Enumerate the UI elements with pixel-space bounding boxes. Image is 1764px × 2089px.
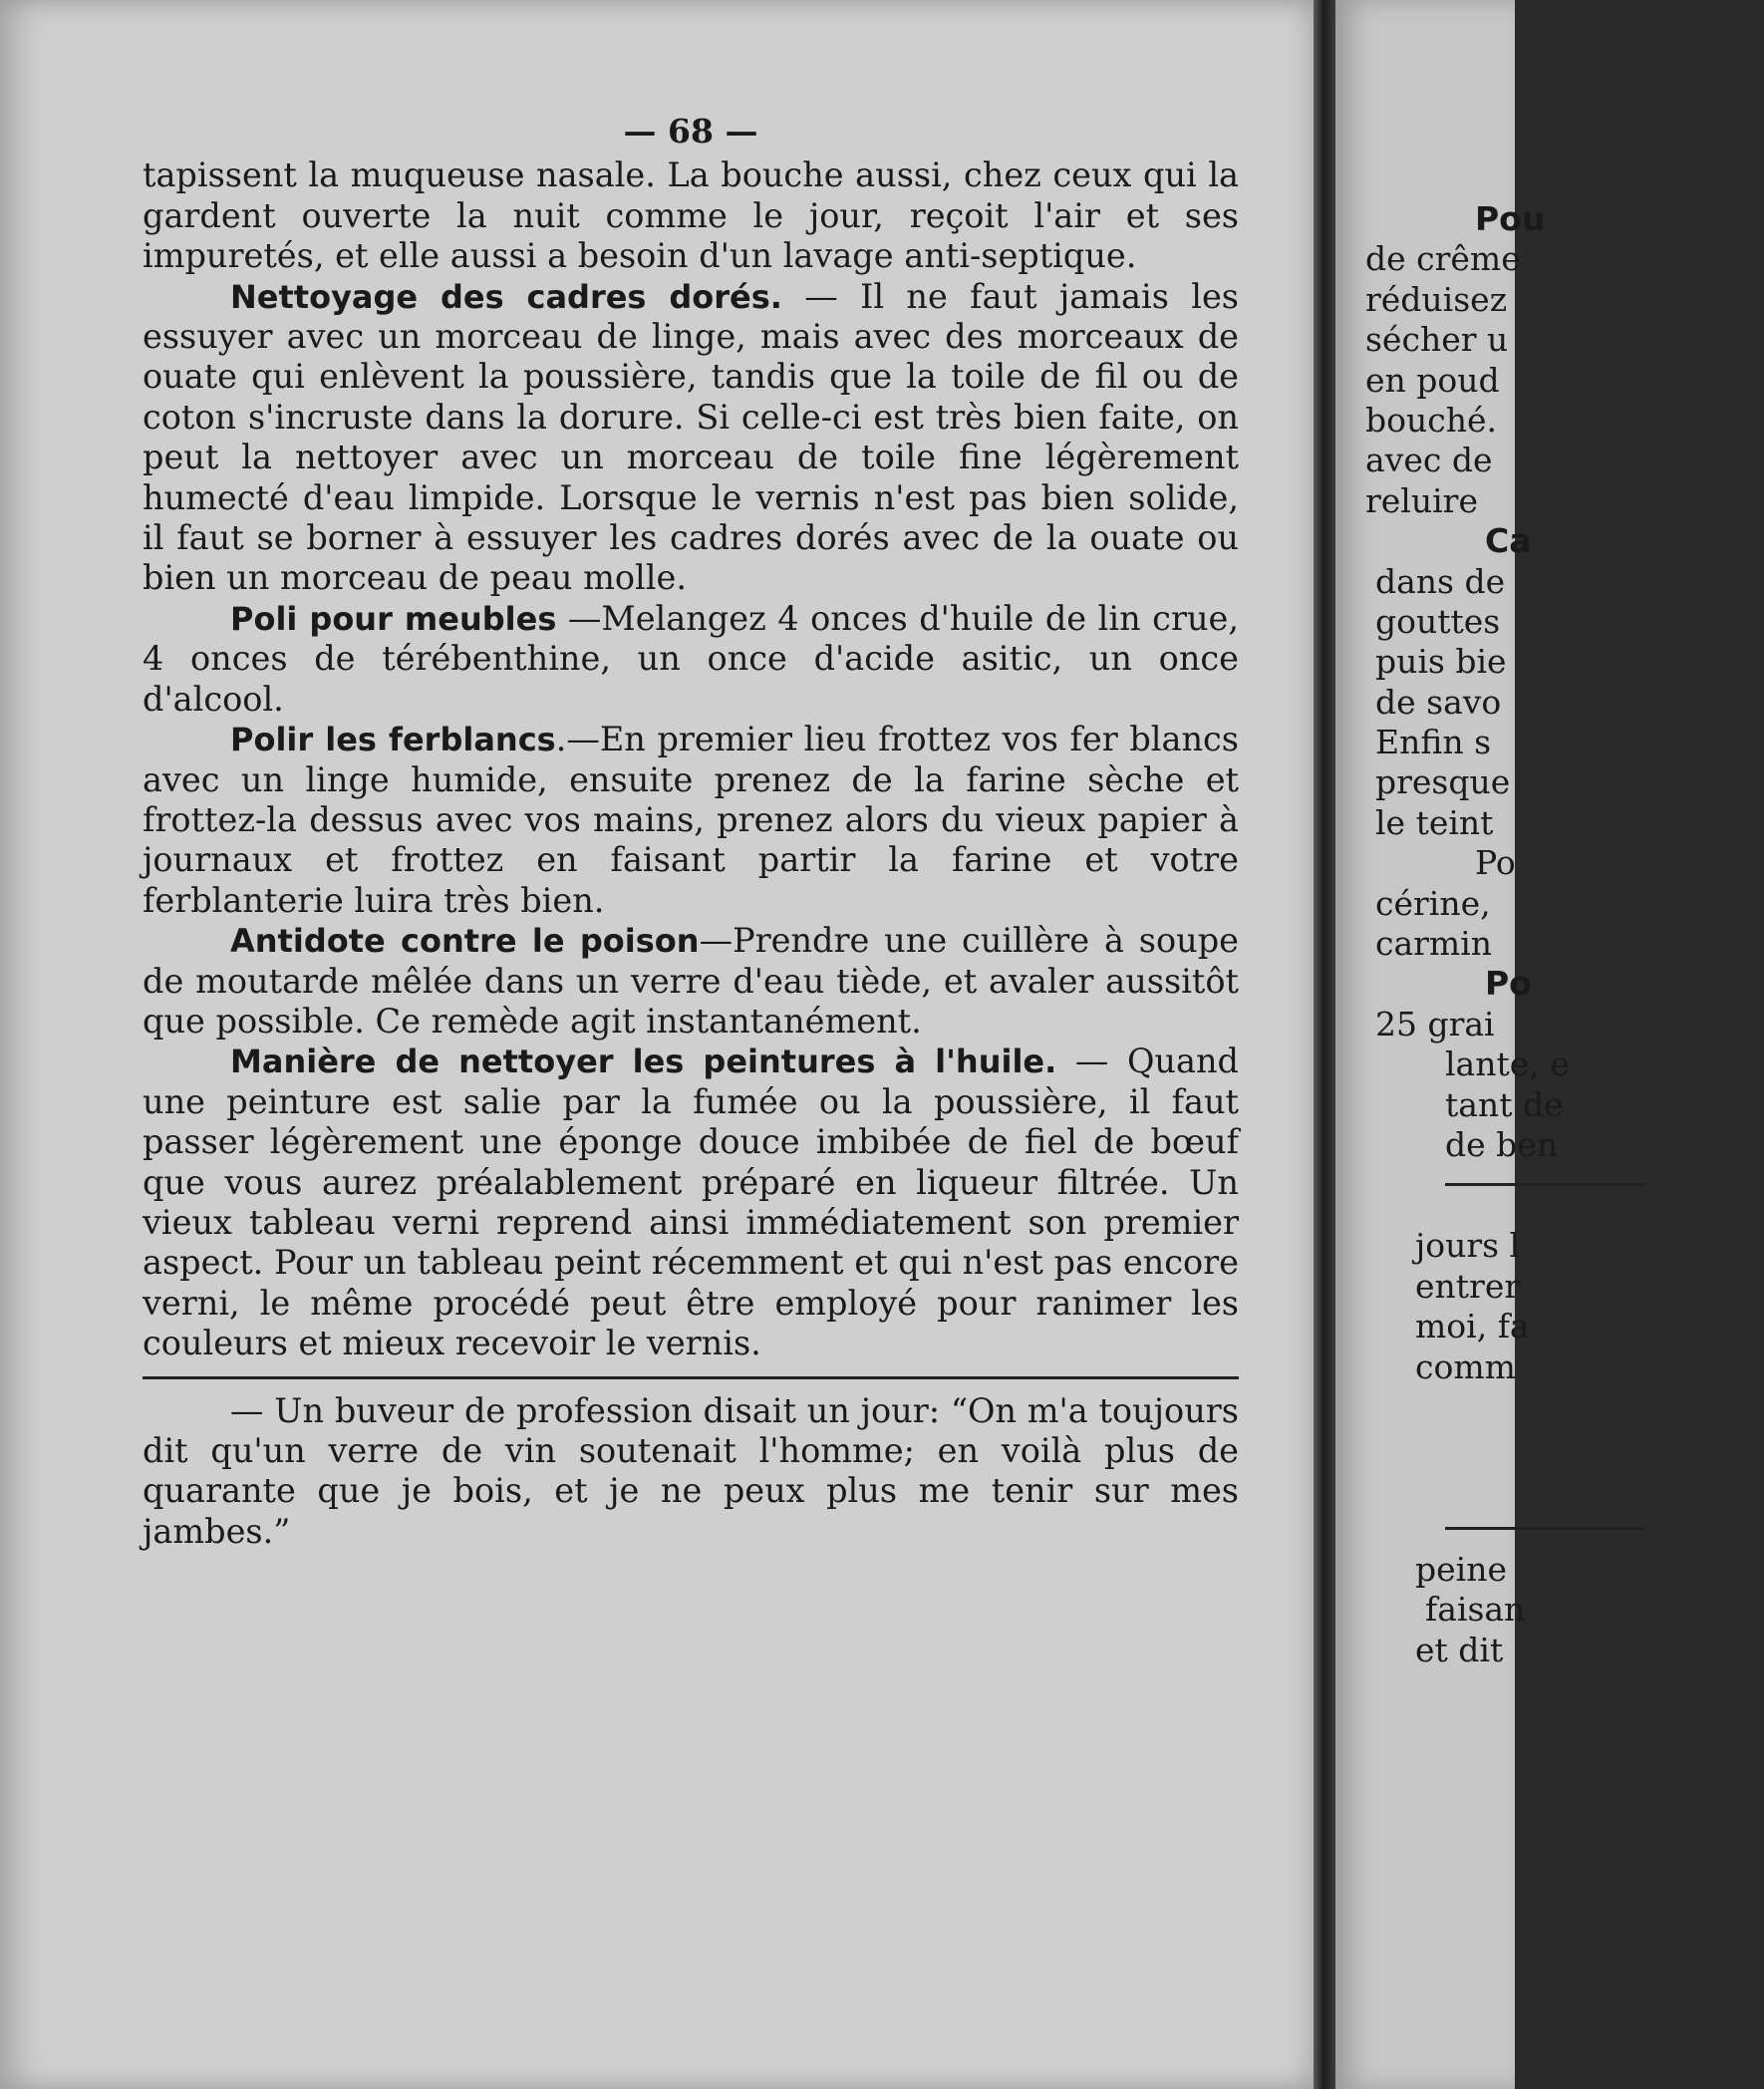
right-line: de savo xyxy=(1375,682,1502,722)
right-line: puis bie xyxy=(1375,642,1507,682)
right-page xyxy=(1335,0,1570,2089)
right-page-text xyxy=(1365,199,1764,1670)
right-line: jours l xyxy=(1415,1226,1521,1266)
right-line: 25 grai xyxy=(1375,1004,1495,1044)
paragraph-poli-meubles xyxy=(143,599,1239,720)
right-line: reluire xyxy=(1365,480,1478,520)
paragraph-peintures xyxy=(143,1042,1239,1363)
right-line: et dit xyxy=(1415,1630,1504,1669)
paragraph-cadres-dores xyxy=(143,277,1239,599)
paragraph-intro xyxy=(143,155,1239,276)
paragraph-text: —Melangez 4 onces d'huile de lin crue, 4 onces de térébenthine, un once d'acide asitic, un once d'alcool. xyxy=(143,598,1240,719)
right-line: Ca xyxy=(1485,521,1532,561)
right-line: tant de xyxy=(1445,1084,1564,1124)
paragraph-heading: Manière de nettoyer les peintures à l'huile. xyxy=(230,1043,1057,1081)
right-line: de ben xyxy=(1445,1124,1559,1164)
right-line: dans de xyxy=(1375,561,1506,601)
paragraph-text: tapissent la muqueuse nasale. La bouche aussi, chez ceux qui la gardent ouverte la nuit comme le jour, reçoit l'air et ses impuretés, et elle aussi a besoin d'un lavage anti-septique. xyxy=(143,155,1239,276)
paragraph-heading: Antidote contre le poison xyxy=(230,922,700,961)
paragraph-ferblancs xyxy=(143,720,1239,921)
right-line: peine xyxy=(1415,1549,1507,1589)
paragraph-antidote xyxy=(143,921,1239,1042)
right-line: gouttes xyxy=(1375,601,1501,641)
right-line: Po xyxy=(1475,843,1516,883)
text-column xyxy=(143,112,1239,1552)
paragraph-heading: Nettoyage des cadres dorés. xyxy=(230,277,782,316)
right-divider xyxy=(1445,1527,1644,1530)
book-gutter xyxy=(1314,0,1335,2089)
right-line: Po xyxy=(1485,964,1532,1004)
right-line: Enfin s xyxy=(1375,723,1492,762)
paragraph-heading: Poli pour meubles xyxy=(230,599,557,638)
paragraph-text: — Il ne faut jamais les essuyer avec un morceau de linge, mais avec des morceaux de ouate qui enlèvent la poussière, tandis que la toile de fil ou de coton s'incruste dans la dorure. Si celle-ci est très bien faite, on peut la nettoyer avec un morceau de toile fine légèrement humecté d'eau limpide. Lorsque le vernis n'est pas bien solide, il faut se borner à essuyer les cadres dorés avec de la ouate ou bien un morceau de peau molle. xyxy=(143,276,1239,598)
right-line: Pou xyxy=(1475,199,1546,238)
right-divider xyxy=(1445,1183,1644,1186)
paragraph-text: — Quand une peinture est salie par la fumée ou la poussière, il faut passer légèrement une éponge douce imbibée de fiel de bœuf que vous aurez préalablement préparé en liqueur filtrée. Un vieux tableau verni reprend ainsi immédiatement son premier aspect. Pour un tableau peint récemment et qui n'est pas encore verni, le même procédé peut être employé pour ranimer les couleurs et mieux recevoir le vernis. xyxy=(143,1042,1239,1363)
section-divider xyxy=(143,1376,1239,1379)
paragraph-heading: Polir les ferblancs xyxy=(230,721,556,759)
anecdote: — Un buveur de profession disait un jour: “On m'a toujours dit qu'un verre de vin soutenait l'homme; en voilà plus de quarante que je bois, et je ne peux plus me tenir sur mes jambes.” xyxy=(143,1390,1239,1551)
right-line: bouché. xyxy=(1365,400,1497,440)
paragraph-text: .—En premier lieu frottez vos fer blancs avec un linge humide, ensuite prenez de la farine sèche et frottez-la dessus avec vos mains, prenez alors du vieux papier à journaux et frottez en faisant partir la farine et votre ferblanterie luira très bien. xyxy=(143,720,1239,920)
right-line: le teint xyxy=(1375,802,1494,842)
paragraph-text: —Prendre une cuillère à soupe de moutarde mêlée dans un verre d'eau tiède, et avaler aussitôt que possible. Ce remède agit instantanément. xyxy=(143,921,1239,1041)
right-line: lante, e xyxy=(1445,1044,1570,1084)
right-line: entrer xyxy=(1415,1266,1521,1306)
right-line: moi, fa xyxy=(1415,1307,1530,1346)
right-line: sécher u xyxy=(1365,320,1509,360)
right-line: presque xyxy=(1375,762,1511,802)
right-line: comm xyxy=(1415,1346,1516,1386)
right-line: carmin xyxy=(1375,924,1493,964)
right-line: faisan xyxy=(1425,1590,1526,1630)
right-line: de crême xyxy=(1365,239,1521,279)
right-line: réduisez xyxy=(1365,279,1508,319)
page-number: — 68 — xyxy=(623,112,758,150)
right-line: en poud xyxy=(1365,360,1500,400)
right-line: cérine, xyxy=(1375,883,1491,923)
right-line: avec de xyxy=(1365,441,1493,480)
